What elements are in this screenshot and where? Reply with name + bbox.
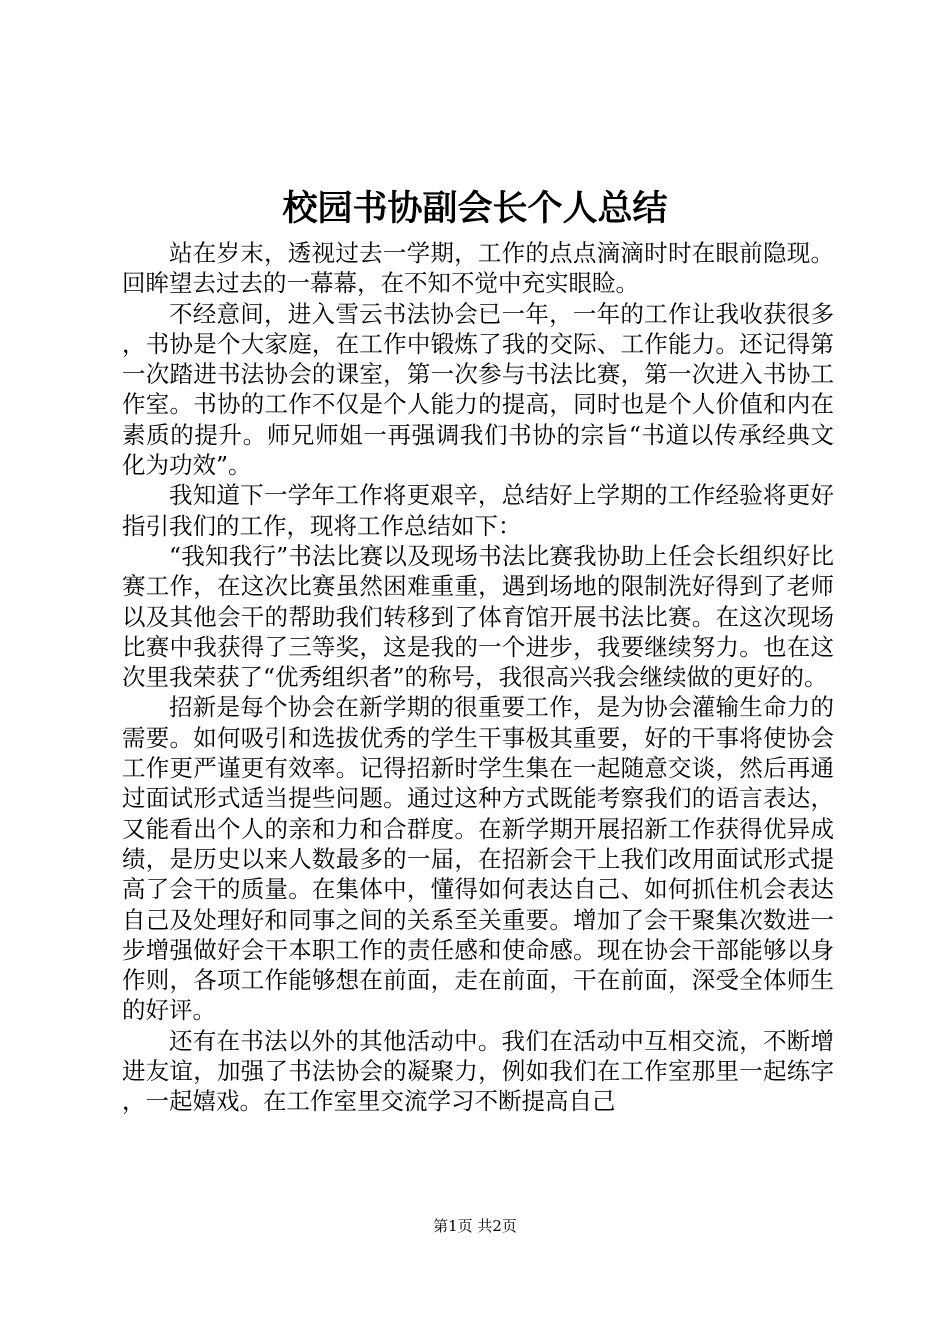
paragraph: 招新是每个协会在新学期的很重要工作，是为协会灌输生命力的需要。如何吸引和选拔优秀的学生干事极其重要，好的干事将使协会工作更严谨更有效率。记得招新时学生集在一起随意交谈，然后再通过面试形式适当提些问题。通过这种方式既能考察我们的语言表达，又能看出个人的亲和力和合群度。在新学期开展招新工作获得优异成绩，是历史以来人数最多的一届，在招新会干上我们改用面试形式提高了会干的质量。在集体中，懂得如何表达自己、如何抓住机会表达自己及处理好和同事之间的关系至关重要。增加了会干聚集次数进一步增强做好会干本职工作的责任感和使命感。现在协会干部能够以身作则，各项工作能够想在前面，走在前面，干在前面，深受全体师生的好评。 bbox=[122, 693, 834, 1025]
paragraph: 我知道下一学年工作将更艰辛，总结好上学期的工作经验将更好指引我们的工作，现将工作总结如下： bbox=[122, 481, 834, 540]
paragraph: 站在岁末，透视过去一学期，工作的点点滴滴时时在眼前隐现。回眸望去过去的一幕幕，在不知不觉中充实眼睑。 bbox=[122, 239, 834, 298]
document-title: 校园书协副会长个人总结 bbox=[282, 188, 668, 229]
paragraph: 不经意间，进入雪云书法协会已一年，一年的工作让我收获很多，书协是个大家庭，在工作中锻炼了我的交际、工作能力。还记得第一次踏进书法协会的课室，第一次参与书法比赛，第一次进入书协工作室。书协的工作不仅是个人能力的提高，同时也是个人价值和内在素质的提升。师兄师姐一再强调我们书协的宗旨“书道以传承经典文化为功效”。 bbox=[122, 299, 834, 480]
document-body bbox=[122, 238, 834, 1117]
paragraph: “我知我行”书法比赛以及现场书法比赛我协助上任会长组织好比赛工作，在这次比赛虽然困难重重，遇到场地的限制洗好得到了老师以及其他会干的帮助我们转移到了体育馆开展书法比赛。在这次现场比赛中我获得了三等奖，这是我的一个进步，我要继续努力。也在这次里我荣获了“优秀组织者”的称号，我很高兴我会继续做的更好的。 bbox=[122, 541, 834, 692]
page-footer: 第1页 共2页 bbox=[433, 1217, 517, 1235]
paragraph: 还有在书法以外的其他活动中。我们在活动中互相交流，不断增进友谊，加强了书法协会的凝聚力，例如我们在工作室那里一起练字，一起嬉戏。在工作室里交流学习不断提高自己 bbox=[122, 1026, 834, 1116]
